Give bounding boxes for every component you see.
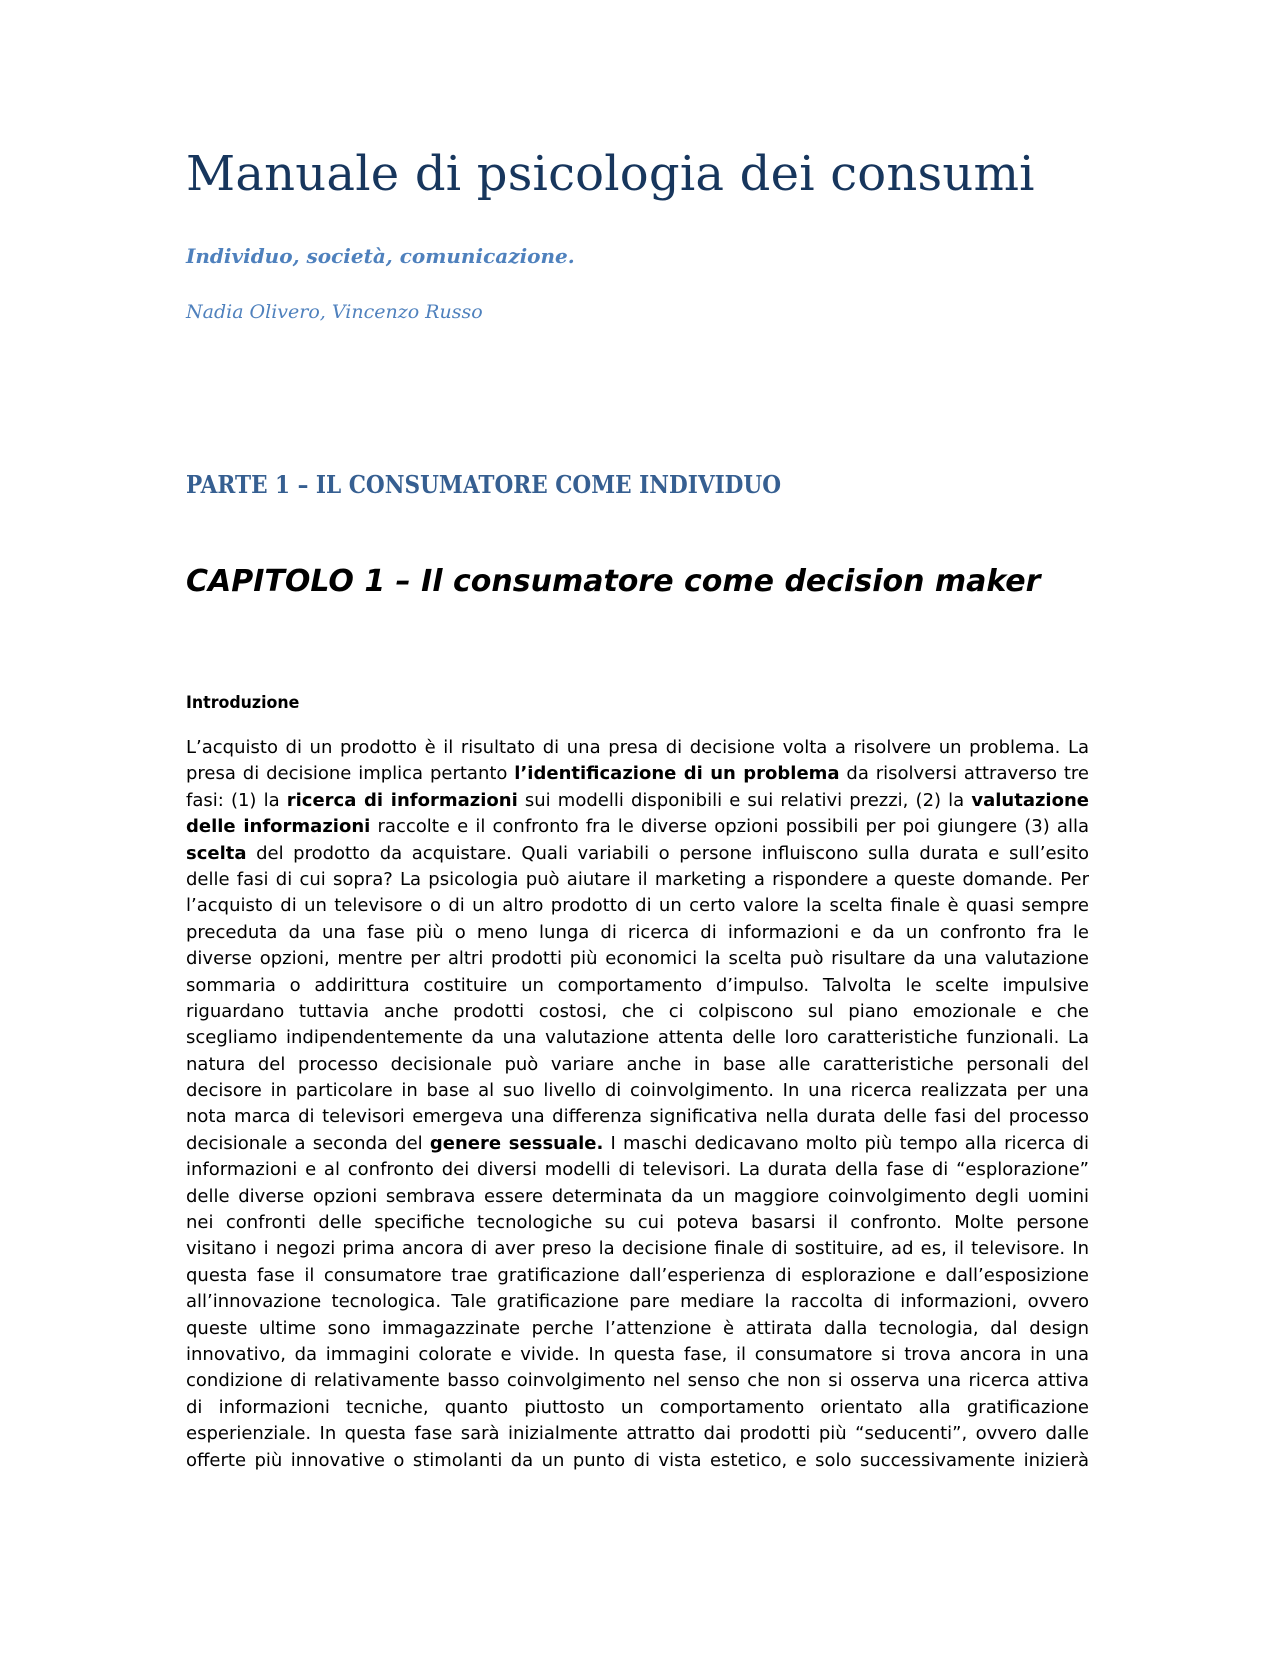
text-run: diverse opzioni, mentre per altri prodotti più economici la scelta può risultare da una valutazione [186, 948, 1089, 970]
text-run: del prodotto da acquistare. Quali variabili o persone influiscono sulla durata e sull’esito [246, 842, 1089, 864]
text-run: questa fase il consumatore trae gratificazione dall’esperienza di esplorazione e dall’esposizione [186, 1264, 1089, 1286]
text-run: innovativo, da immagini colorate e vivide. In questa fase, il consumatore si trova ancora in una [186, 1343, 1089, 1365]
text-run: presa di decisione implica pertanto [186, 763, 515, 785]
text-run: decisionale a seconda del [186, 1132, 430, 1154]
body-paragraph [186, 735, 1089, 1474]
bold-term: l’identificazione di un problema [514, 763, 840, 785]
paragraph-line [186, 1395, 1089, 1421]
text-run: fasi: (1) la [186, 789, 287, 811]
paragraph-line [186, 1157, 1089, 1183]
bold-term: ricerca di informazioni [286, 789, 518, 811]
text-run: delle diverse opzioni sembrava essere determinata da un maggiore coinvolgimento degli uomini [186, 1185, 1089, 1207]
bold-term: delle informazioni [186, 816, 371, 838]
text-run: natura del processo decisionale può variare anche in base alle caratteristiche personali del [186, 1053, 1089, 1075]
paragraph-line [186, 1342, 1089, 1368]
paragraph-line [186, 788, 1089, 814]
paragraph-line [186, 946, 1089, 972]
text-run: visitano i negozi prima ancora di aver preso la decisione finale di sostituire, ad es, il televisore. In [186, 1238, 1089, 1260]
paragraph-line [186, 1236, 1089, 1262]
paragraph-line [186, 735, 1089, 761]
document-title: Manuale di psicologia dei consumi [186, 146, 1035, 202]
paragraph-line [186, 1263, 1089, 1289]
text-run: preceduta da una fase più o meno lunga di ricerca di informazioni e da un confronto fra le [186, 921, 1089, 943]
paragraph-line [186, 1316, 1089, 1342]
text-run: di informazioni tecniche, quanto piuttosto un comportamento orientato alla gratificazione [186, 1396, 1089, 1418]
text-run: nei confronti delle specifiche tecnologiche su cui poteva basarsi il confronto. Molte persone [186, 1212, 1089, 1234]
paragraph-line [186, 1368, 1089, 1394]
text-run: informazioni e al confronto dei diversi modelli di televisori. La durata della fase di “esplorazione” [186, 1159, 1089, 1181]
paragraph-line [186, 1078, 1089, 1104]
text-run: L’acquisto di un prodotto è il risultato di una presa di decisione volta a risolvere un problema. La [186, 737, 1089, 758]
text-run: queste ultime sono immagazzinate perche l’attenzione è attirata dalla tecnologia, dal design [186, 1317, 1089, 1339]
text-run: l’acquisto di un televisore o di un altro prodotto di un certo valore la scelta finale è quasi sempre [186, 895, 1089, 917]
text-run: raccolte e il confronto fra le diverse opzioni possibili per poi giungere (3) alla [370, 816, 1089, 838]
text-run: esperienziale. In questa fase sarà inizialmente attratto dai prodotti più “seducenti”, ovvero dalle [186, 1423, 1089, 1445]
bold-term: scelta [186, 842, 247, 864]
paragraph-line [186, 1025, 1089, 1051]
paragraph-line [186, 761, 1089, 787]
text-run: sommaria o addirittura costituire un comportamento d’impulso. Talvolta le scelte impulsive [186, 974, 1089, 996]
paragraph-line [186, 893, 1089, 919]
paragraph-line [186, 1289, 1089, 1315]
section-heading: Introduzione [186, 693, 300, 713]
text-run: condizione di relativamente basso coinvolgimento nel senso che non si osserva una ricerca attiva [186, 1370, 1089, 1392]
text-run: all’innovazione tecnologica. Tale gratificazione pare mediare la raccolta di informazioni, ovvero [186, 1291, 1089, 1313]
paragraph-line [186, 1421, 1089, 1447]
paragraph-line [186, 1104, 1089, 1130]
paragraph-line [186, 1448, 1089, 1474]
text-run: I maschi dedicavano molto più tempo alla ricerca di [603, 1132, 1089, 1154]
chapter-heading: CAPITOLO 1 – Il consumatore come decision maker [186, 564, 1041, 599]
text-run: decisore in particolare in base al suo livello di coinvolgimento. In una ricerca realizzata per una [186, 1080, 1089, 1102]
paragraph-line [186, 841, 1089, 867]
bold-term: genere sessuale. [429, 1132, 604, 1154]
part-heading: PARTE 1 – IL CONSUMATORE COME INDIVIDUO [186, 470, 782, 499]
paragraph-line [186, 999, 1089, 1025]
paragraph-line [186, 814, 1089, 840]
document-subtitle: Individuo, società, comunicazione. [186, 244, 575, 268]
paragraph-line [186, 920, 1089, 946]
text-run: riguardano tuttavia anche prodotti costosi, che ci colpiscono sul piano emozionale e che [186, 1000, 1089, 1022]
text-run: delle fasi di cui sopra? La psicologia può aiutare il marketing a rispondere a queste domande. Per [186, 868, 1089, 890]
text-run: sui modelli disponibili e sui relativi prezzi, (2) la [517, 789, 972, 811]
paragraph-line [186, 867, 1089, 893]
document-authors: Nadia Olivero, Vincenzo Russo [186, 301, 483, 323]
text-run: da risolversi attraverso tre [839, 763, 1089, 785]
text-run: scegliamo indipendentemente da una valutazione attenta delle loro caratteristiche funzionali. La [186, 1027, 1089, 1049]
paragraph-line [186, 1184, 1089, 1210]
paragraph-line [186, 973, 1089, 999]
paragraph-line [186, 1131, 1089, 1157]
paragraph-line [186, 1052, 1089, 1078]
text-run: offerte più innovative o stimolanti da un punto di vista estetico, e solo successivamente inizierà [186, 1449, 1089, 1471]
bold-term: valutazione [971, 789, 1089, 811]
text-run: nota marca di televisori emergeva una differenza significativa nella durata delle fasi del processo [186, 1106, 1089, 1128]
paragraph-line [186, 1210, 1089, 1236]
